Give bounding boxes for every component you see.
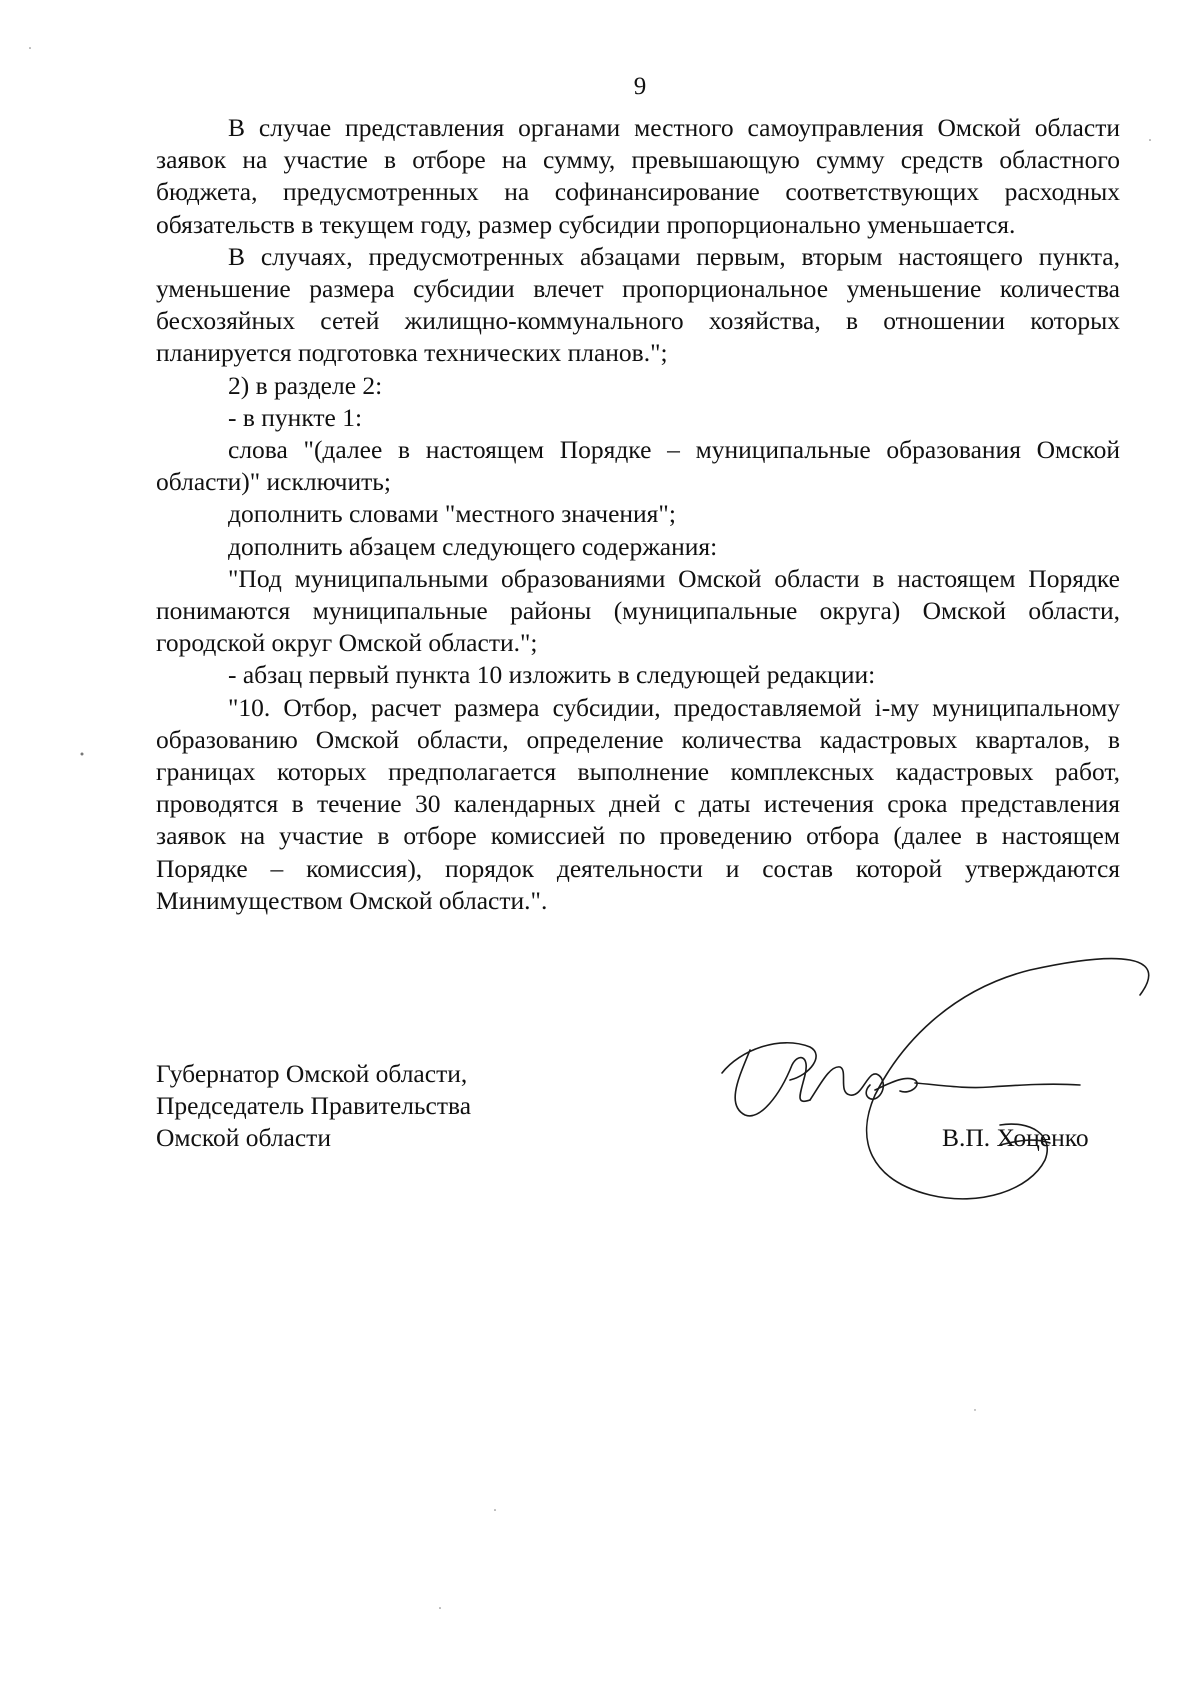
paragraph-item-10-text: "10. Отбор, расчет размера субсидии, предоставляемой i-му муниципальному образованию Омской области, определение количества кадастровых кварталов, в границах которых предполагается выполнение комплексных кадастровых работ, проводятся в течение 30 календарных дней с даты истечения срока представления заявок на участие в отборе комиссией по проведению отбора (далее в настоящем Порядке – комиссия), порядок деятельности и состав которой утверждаются Минимуществом Омской области.". [156,692,1120,915]
document-body [156,112,1120,917]
paragraph-exclude-words: слова "(далее в настоящем Порядке – муниципальные образования Омской области)" исключить; [156,435,1120,497]
paragraph-section-2: 2) в разделе 2: [228,370,383,400]
page-number: 9 [633,73,647,100]
paragraph-add-paragraph: дополнить абзацем следующего содержания: [228,531,718,561]
paragraph-subsidy-reduction: В случае представления органами местного самоуправления Омской области заявок на участие в отборе на сумму, превышающую сумму средств областного бюджета, предусмотренных на софинансирование соответствующих расходных обязательств в текущем году, размер субсидии пропорционально уменьшается. [156,113,1120,239]
handwritten-signature [700,955,1180,1215]
signatory-title-line: Омской области [156,1123,331,1153]
paragraph-municipal-definition: "Под муниципальными образованиями Омской области в настоящем Порядке понимаются муниципальные районы (муниципальные округа) Омской области, городской округ Омской области."; [156,563,1120,658]
signatory-title-line: Председатель Правительства [156,1091,472,1121]
paragraph-add-words: дополнить словами "местного значения"; [228,499,676,529]
signatory-title-line: Губернатор Омской области, [156,1059,468,1088]
signatory-title [156,1058,471,1155]
signatory-name: В.П. Хоценко [942,1123,1089,1152]
paragraph-item-10-edit: - абзац первый пункта 10 изложить в следующей редакции: [228,660,876,690]
paragraph-cases-reduction: В случаях, предусмотренных абзацами первым, вторым настоящего пункта, уменьшение размера субсидии влечет пропорциональное уменьшение количества бесхозяйных сетей жилищно-коммунального хозяйства, в отношении которых планируется подготовка технических планов."; [156,241,1120,368]
paragraph-item-1: - в пункте 1: [228,402,363,432]
